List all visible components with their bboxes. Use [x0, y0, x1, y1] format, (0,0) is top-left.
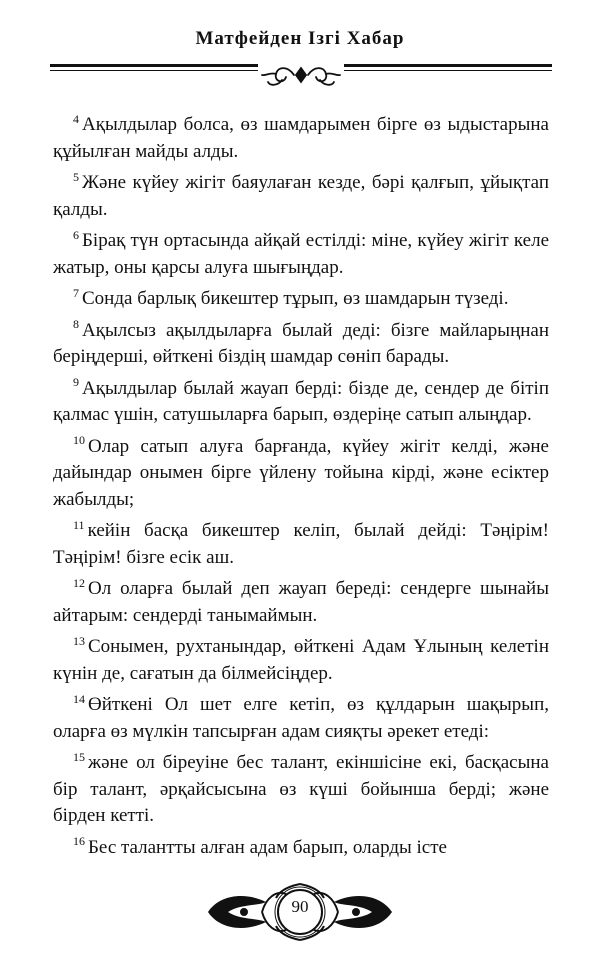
verse — [53, 434, 549, 514]
verse-number: 6 — [73, 227, 79, 242]
verse-text: Сонда барлық бикештер тұрып, өз шамдарын түзеді. — [82, 288, 509, 309]
verse-text: Сонымен, рухтанындар, өйткені Адам Ұлының келетін күнін де, сағатын да білмейсіңдер. — [53, 636, 549, 684]
verse-number: 9 — [73, 375, 79, 390]
verse-text: Ақылдылар былай жауап берді: бізде де, сендер де бітіп қалмас үшін, сатушыларға барып, өздеріңе сатып алыңдар. — [53, 377, 549, 425]
verse-number: 5 — [73, 169, 79, 184]
verse-number: 16 — [73, 834, 85, 849]
verse-number: 7 — [73, 285, 79, 300]
verse — [53, 750, 549, 830]
verse-text: Өйткені Ол шет елге кетіп, өз құлдарын шақырып, оларға өз мүлкін тапсырған адам сияқты әрекет етеді: — [53, 694, 549, 742]
verse — [53, 112, 549, 165]
scripture-text — [53, 112, 549, 866]
verse-number: 13 — [73, 633, 85, 648]
verse — [53, 518, 549, 571]
verse — [53, 286, 549, 313]
verse-text: Және күйеу жігіт баяулаған кезде, бәрі қалғып, ұйықтап қалды. — [53, 172, 549, 220]
verse-text: Бірақ түн ортасында айқай естілді: міне, күйеу жігіт келе жатыр, оны қарсы алуға шығыңдар. — [53, 230, 549, 278]
page-number: 90 — [291, 897, 309, 916]
verse — [53, 576, 549, 629]
verse-number: 15 — [73, 749, 85, 764]
verse-number: 14 — [73, 691, 85, 706]
verse-number: 4 — [73, 111, 79, 126]
verse — [53, 318, 549, 371]
page-title: Матфейден Ізгі Хабар — [195, 28, 405, 49]
verse — [53, 692, 549, 745]
verse — [53, 376, 549, 429]
verse-text: Ақылдылар болса, өз шамдарымен бірге өз ыдыстарына құйылған майды алды. — [53, 114, 549, 162]
verse-text: Ақылсыз ақылдыларға былай деді: бізге майларыңнан беріңдерші, өйткені біздің шамдар сөніп барады. — [53, 319, 549, 367]
verse-number: 8 — [73, 317, 79, 332]
ornament-icon — [258, 62, 344, 90]
verse-text: Ол оларға былай деп жауап береді: сендерге шынайы айтарым: сендерді танымаймын. — [53, 578, 549, 626]
verse-number: 10 — [73, 433, 85, 448]
verse — [53, 634, 549, 687]
verse-text: кейін басқа бикештер келіп, былай дейді: Тәңірім! Тәңірім! бізге есік аш. — [53, 520, 549, 568]
verse-text: Бес талантты алған адам барып, оларды істе — [88, 836, 447, 858]
verse-number: 11 — [73, 517, 85, 532]
verse — [53, 835, 549, 862]
verse-text: Олар сатып алуға барғанда, күйеу жігіт келді, және дайындар онымен бірге үйлену тойына кірді, және есіктер жабылды; — [53, 435, 549, 510]
verse — [53, 228, 549, 281]
verse-number: 12 — [73, 575, 85, 590]
verse-text: және ол біреуіне бес талант, екіншісіне екі, басқасына бір талант, әрқайсысына өз күші бойынша берді; және бірден кетті. — [53, 752, 549, 826]
verse — [53, 170, 549, 223]
